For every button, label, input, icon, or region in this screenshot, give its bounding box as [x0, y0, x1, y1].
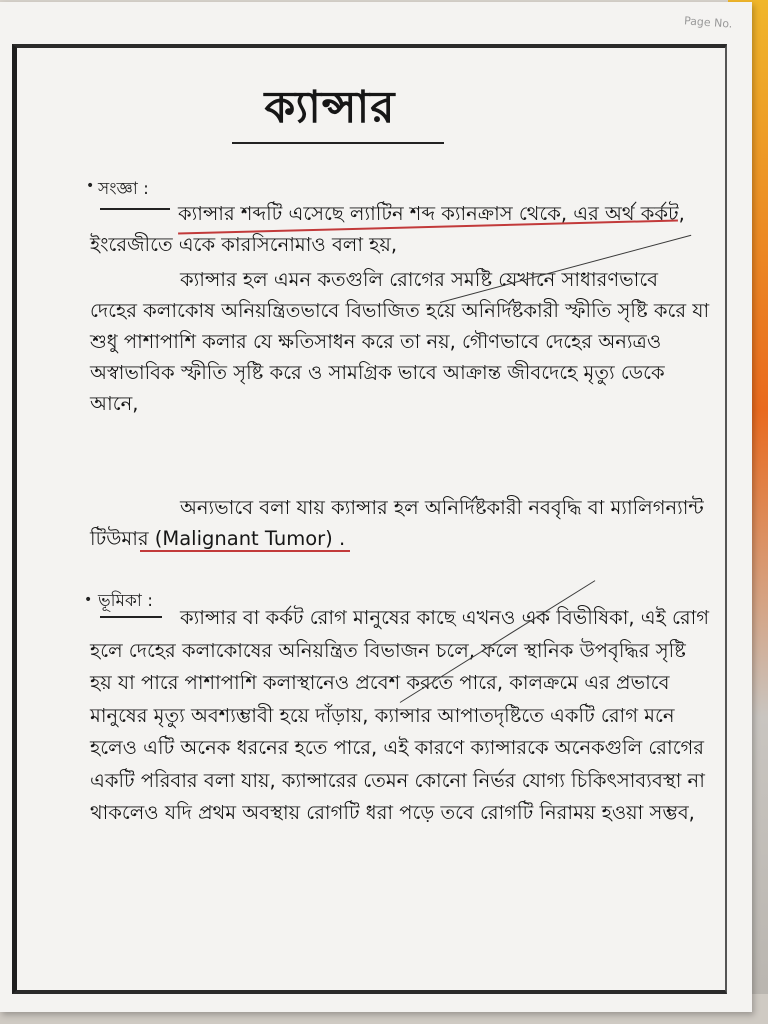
- section-bullet-icon: •: [84, 592, 93, 608]
- definition-paragraph-2: ক্যান্সার হল এমন কতগুলি রোগের সমষ্টি যেখানে সাধারণভাবে দেহের কলাকোষ অনিয়ন্ত্রিতভাবে বিভাজিত হয়ে অনির্দিষ্টকারী স্ফীতি সৃষ্টি করে যা শুধু পাশাপাশি কলার যে ক্ষতিসাধন করে তা নয়, গৌণভাবে দেহের অন্যত্রও অস্বাভাবিক স্ফীতি সৃষ্টি করে ও সামগ্রিক ভাবে আক্রান্ত জীবদেহে মৃত্যু ডেকে আনে,: [90, 268, 710, 415]
- page-title: ক্যান্সার: [264, 82, 396, 133]
- page-number-label: Page No.: [683, 14, 733, 31]
- section-heading-definition: সংজ্ঞা :: [98, 179, 149, 199]
- section-bullet-icon: •: [86, 178, 95, 194]
- red-underline: [140, 550, 350, 552]
- introduction-paragraph: ক্যান্সার বা কর্কট রোগ মানুষের কাছে এখনও এক বিভীষিকা, এই রোগ হলে দেহের কলাকোষের অনিয়ন্ত্রিত বিভাজন চলে, ফলে স্থানিক উপবৃদ্ধির সৃষ্টি হয় যা পারে পাশাপাশি কলাস্থানেও প্রবেশ করতে পারে, কালক্রমে এর প্রভাবে মানুষের মৃত্যু অবশ্যম্ভাবী হয়ে দাঁড়ায়, ক্যান্সার আপাতদৃষ্টিতে একটি রোগ মনে হলেও এটি অনেক ধরনের হতে পারে, এই কারণে ক্যান্সারকে অনেকগুলি রোগের একটি পরিবার বলা যায়, ক্যান্সারের তেমন কোনো নির্ভর যোগ্য চিকিৎসাব্যবস্থা না থাকলেও যদি প্রথম অবস্থায় রোগটি ধরা পড়ে তবে রোগটি নিরাময় হওয়া সম্ভব,: [90, 606, 710, 824]
- notebook-page: [0, 2, 752, 1012]
- definition-paragraph-3: অন্যভাবে বলা যায় ক্যান্সার হল অনির্দিষ্টকারী নববৃদ্ধি বা ম্যালিগন্যান্ট টিউমার (Malignant Tumor) .: [90, 496, 704, 550]
- definition-paragraph-1: ক্যান্সার শব্দটি এসেছে ল্যাটিন শব্দ ক্যানক্রাস থেকে, এর অর্থ কর্কট, ইংরেজীতে একে কারসিনোমাও বলা হয়,: [90, 202, 685, 256]
- section-heading-introduction: ভূমিকা :: [98, 591, 153, 611]
- title-underline: [232, 142, 444, 144]
